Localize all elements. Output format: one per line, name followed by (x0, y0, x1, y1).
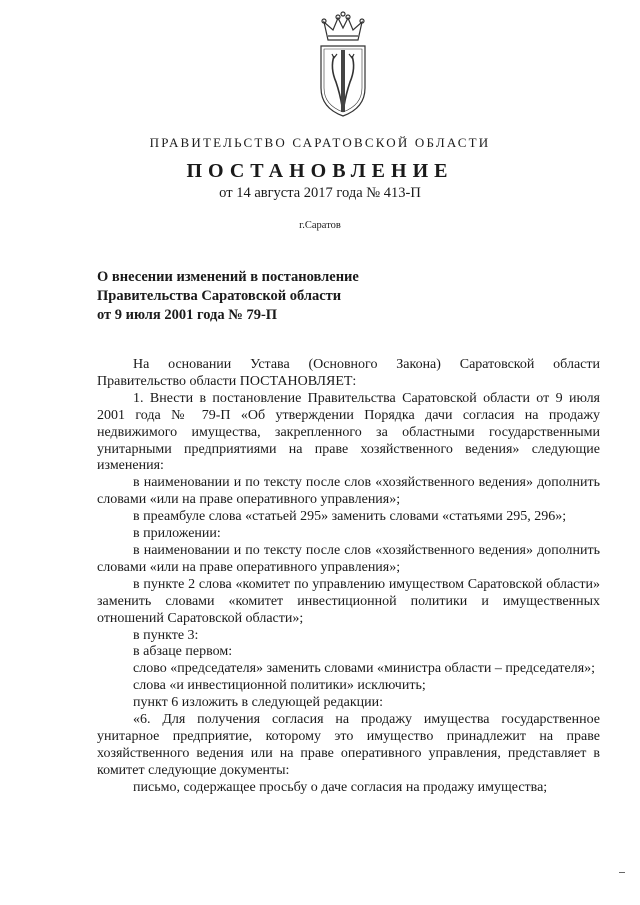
body-paragraph: в приложении: (133, 526, 221, 542)
body-paragraph: пункт 6 изложить в следующей редакции: (133, 695, 383, 711)
government-name: ПРАВИТЕЛЬСТВО САРАТОВСКОЙ ОБЛАСТИ (149, 135, 491, 150)
title-line: Правительства Саратовской области (97, 288, 342, 304)
body-paragraph: «6. Для получения согласия на продажу имущества государственное унитарное предприятие, которому это имущество принадлежит на праве хозяйственного ведения или на праве оперативного управления, представляет в комитет следующие документы: (97, 712, 600, 778)
decree-title (97, 268, 427, 325)
body-paragraph: в преамбуле слова «статьей 295» заменить словами «статьями 295, 296»; (133, 509, 567, 525)
decree-date-number: от 14 августа 2017 года № 413-П (219, 185, 421, 201)
body-paragraph: в пункте 2 слова «комитет по управлению имуществом Саратовской области» заменить словами «комитет инвестиционной политики и имущественных отношений Саратовской области»; (97, 576, 600, 626)
body-paragraph: в наименовании и по тексту после слов «хозяйственного ведения» дополнить словами «или на праве оперативного управления»; (97, 475, 600, 508)
scan-mark (619, 872, 625, 877)
body-paragraph: 1. Внести в постановление Правительства Саратовской области от 9 июля 2001 года № 79-П «Об утверждении Порядка дачи согласия на продажу недвижимого имущества, закрепленного за областными государственными унитарными предприятиями на праве хозяйственного ведения» следующие изменения: (97, 390, 600, 474)
body-paragraph: слово «председателя» заменить словами «министра области – председателя»; (133, 661, 596, 677)
body-paragraph: в наименовании и по тексту после слов «хозяйственного ведения» дополнить словами «или на праве оперативного управления»; (97, 542, 600, 575)
title-line: от 9 июля 2001 года № 79-П (97, 307, 278, 323)
body-paragraph: в абзаце первом: (133, 644, 233, 660)
decree-body (97, 357, 600, 797)
document-type: ПОСТАНОВЛЕНИЕ (186, 160, 454, 182)
body-paragraph: слова «и инвестиционной политики» исключить; (133, 678, 426, 694)
coat-of-arms-icon (312, 10, 374, 120)
body-paragraph: письмо, содержащее просьбу о даче согласия на продажу имущества; (133, 779, 548, 795)
title-line: О внесении изменений в постановление (97, 269, 359, 285)
issue-city: г.Саратов (299, 220, 341, 231)
body-paragraph: в пункте 3: (133, 627, 199, 643)
body-paragraph: На основании Устава (Основного Закона) Саратовской области Правительство области ПОСТАНОВЛЯЕТ: (97, 357, 600, 389)
